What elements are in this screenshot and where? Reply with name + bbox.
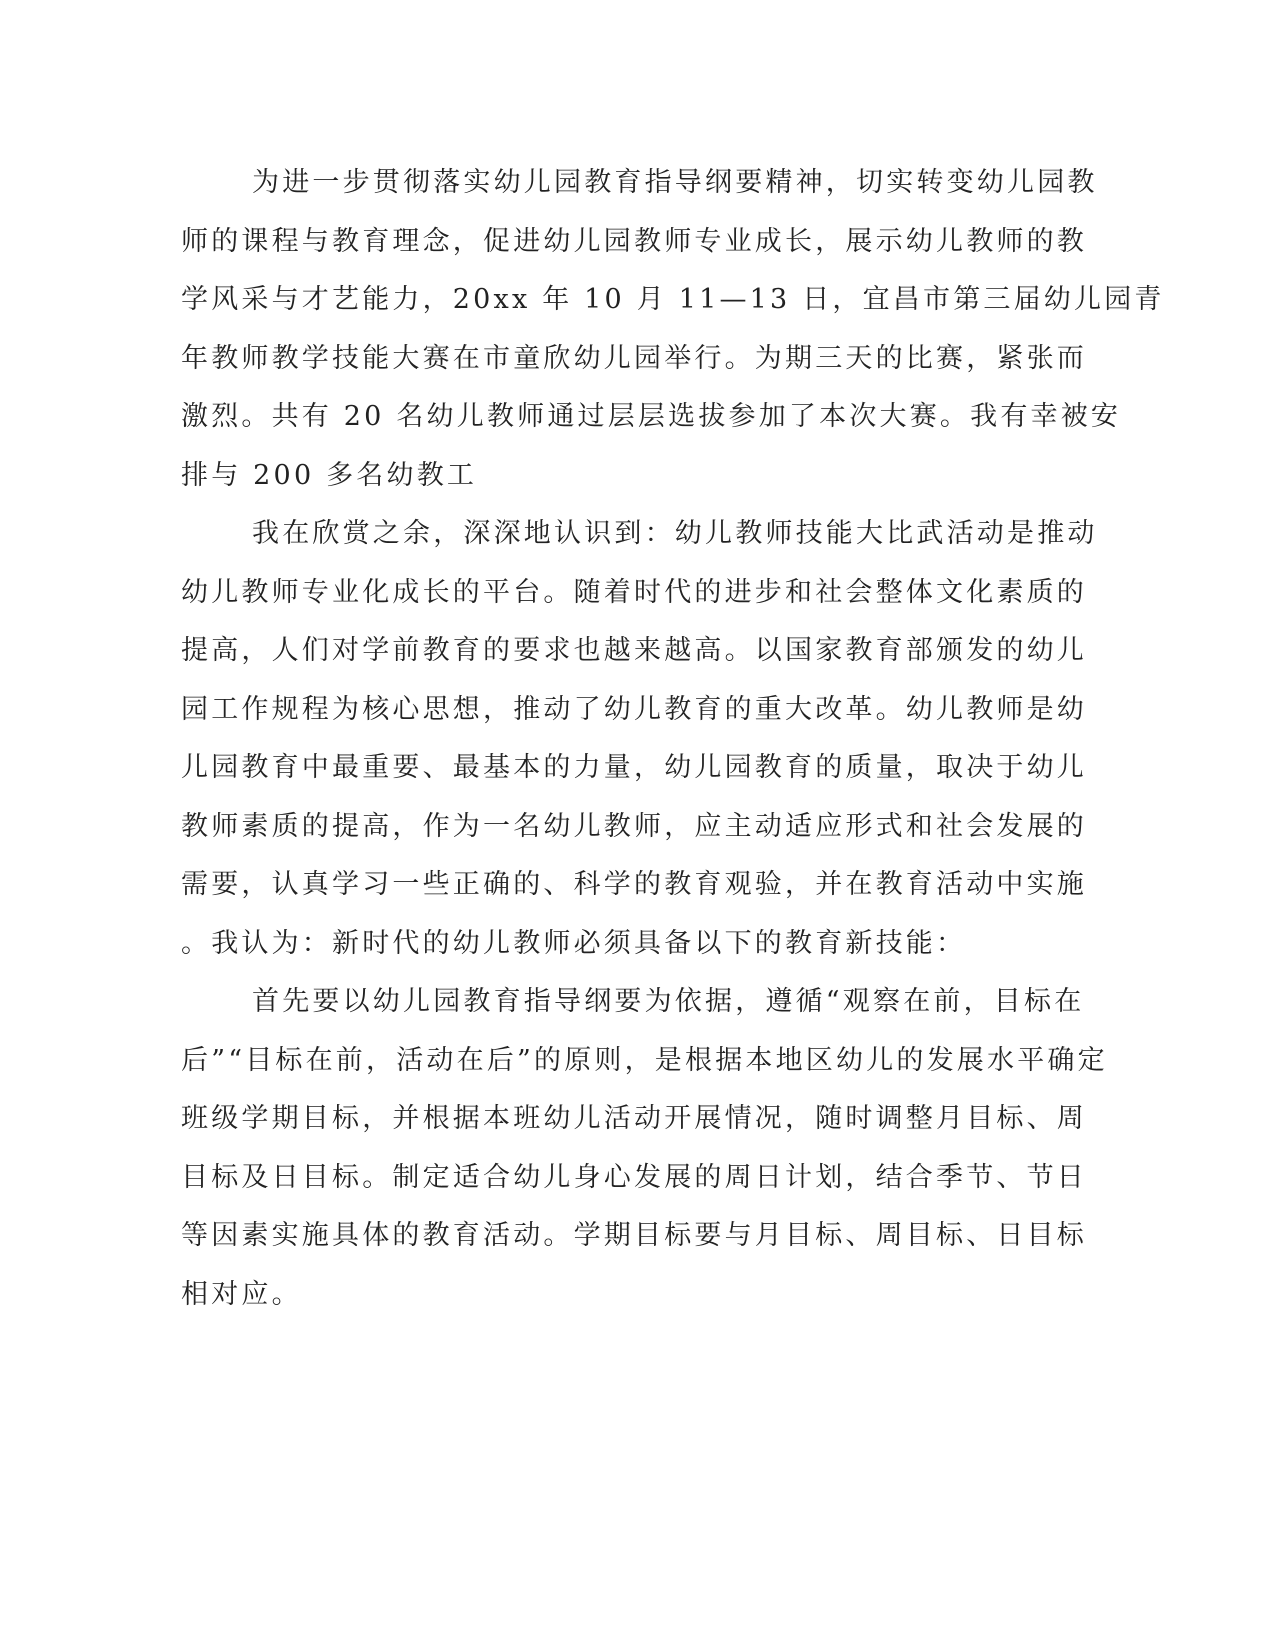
text-line: 首先要以幼儿园教育指导纲要为依据，遵循“观察在前，目标在 [252,986,1085,1017]
text-line: 班级学期目标，并根据本班幼儿活动开展情况，随时调整月目标、周 [181,1103,1087,1134]
text-line: 师的课程与教育理念，促进幼儿园教师专业成长，展示幼儿教师的教 [181,225,1087,257]
text-line: 。我认为：新时代的幼儿教师必须具备以下的教育新技能： [181,927,967,959]
text-line: 相对应。 [181,1278,302,1310]
paragraph-1 [181,154,1165,505]
text-line: 需要，认真学习一些正确的、科学的教育观验，并在教育活动中实施 [181,869,1087,900]
text-line: 园工作规程为核心思想，推动了幼儿教育的重大改革。幼儿教师是幼 [181,693,1087,725]
text-line: 儿园教育中最重要、最基本的力量，幼儿园教育的质量，取决于幼儿 [181,752,1087,783]
text-line: 年教师教学技能大赛在市童欣幼儿园举行。为期三天的比赛，紧张而 [181,342,1087,374]
text-line: 目标及日目标。制定适合幼儿身心发展的周日计划，结合季节、节日 [181,1161,1087,1193]
text-line: 学风采与才艺能力，20xx 年 10 月 11—13 日，宜昌市第三届幼儿园青 [181,284,1165,315]
text-line: 等因素实施具体的教育活动。学期目标要与月目标、周目标、日目标 [181,1220,1087,1251]
text-line: 后”“目标在前，活动在后”的原则，是根据本地区幼儿的发展水平确定 [181,1044,1108,1076]
text-line: 我在欣赏之余，深深地认识到：幼儿教师技能大比武活动是推动 [252,518,1098,549]
text-line: 提高，人们对学前教育的要求也越来越高。以国家教育部颁发的幼儿 [181,635,1087,666]
text-line: 为进一步贯彻落实幼儿园教育指导纲要精神，切实转变幼儿园教 [252,167,1098,198]
paragraph-3 [181,973,1108,1324]
document-body [181,154,1165,1324]
text-line: 教师素质的提高，作为一名幼儿教师，应主动适应形式和社会发展的 [181,810,1087,842]
text-line: 排与 200 多名幼教工 [181,459,478,491]
paragraph-2 [181,505,1098,973]
text-line: 激烈。共有 20 名幼儿教师通过层层选拔参加了本次大赛。我有幸被安 [181,401,1122,432]
text-line: 幼儿教师专业化成长的平台。随着时代的进步和社会整体文化素质的 [181,576,1087,608]
